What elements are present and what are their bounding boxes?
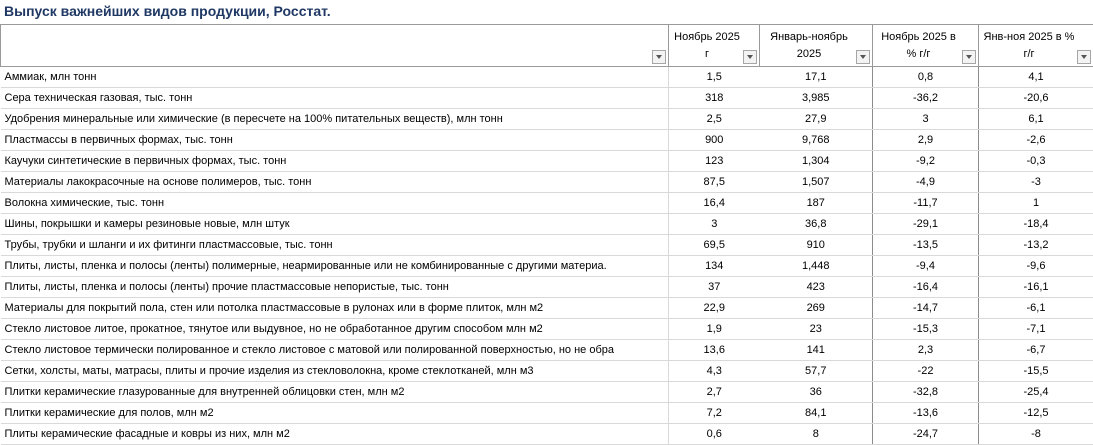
jan-nov-yoy-cell[interactable]: 6,1 — [979, 109, 1093, 130]
jan-nov-2025-cell[interactable]: 1,507 — [760, 172, 873, 193]
jan-nov-yoy-cell[interactable]: -0,3 — [979, 151, 1093, 172]
jan-nov-yoy-cell[interactable]: -25,4 — [979, 382, 1093, 403]
jan-nov-2025-cell[interactable]: 1,304 — [760, 151, 873, 172]
header-row — [1, 25, 1093, 67]
filter-dropdown-icon[interactable] — [962, 50, 976, 64]
jan-nov-2025-cell[interactable]: 27,9 — [760, 109, 873, 130]
nov-2025-cell[interactable]: 16,4 — [669, 193, 760, 214]
nov-yoy-cell[interactable]: -9,4 — [873, 256, 979, 277]
nov-2025-cell[interactable]: 2,5 — [669, 109, 760, 130]
nov-yoy-cell[interactable]: -13,6 — [873, 403, 979, 424]
filter-dropdown-icon[interactable] — [743, 50, 757, 64]
table-row — [1, 214, 1093, 235]
header-nov-yoy: Ноябрь 2025 в % г/г — [873, 25, 979, 67]
product-name-cell[interactable]: Сетки, холсты, маты, матрасы, плиты и прочие изделия из стекловолокна, кроме стеклотканей, млн м3 — [1, 361, 669, 382]
production-table — [0, 24, 1093, 445]
jan-nov-yoy-cell[interactable]: -6,1 — [979, 298, 1093, 319]
product-name-cell[interactable]: Стекло листовое термически полированное и стекло листовое с матовой или полированной поверхностью, но не обра — [1, 340, 669, 361]
nov-2025-cell[interactable]: 2,7 — [669, 382, 760, 403]
jan-nov-2025-cell[interactable]: 3,985 — [760, 88, 873, 109]
product-name-cell[interactable]: Плиты, листы, пленка и полосы (ленты) прочие пластмассовые непористые, тыс. тонн — [1, 277, 669, 298]
nov-yoy-cell[interactable]: -13,5 — [873, 235, 979, 256]
jan-nov-2025-cell[interactable]: 187 — [760, 193, 873, 214]
nov-2025-cell[interactable]: 13,6 — [669, 340, 760, 361]
product-name-cell[interactable]: Каучуки синтетические в первичных формах, тыс. тонн — [1, 151, 669, 172]
jan-nov-yoy-cell[interactable]: -16,1 — [979, 277, 1093, 298]
jan-nov-2025-cell[interactable]: 9,768 — [760, 130, 873, 151]
jan-nov-yoy-cell[interactable]: -18,4 — [979, 214, 1093, 235]
nov-yoy-cell[interactable]: -11,7 — [873, 193, 979, 214]
jan-nov-2025-cell[interactable]: 423 — [760, 277, 873, 298]
table-row — [1, 424, 1093, 445]
jan-nov-2025-cell[interactable]: 57,7 — [760, 361, 873, 382]
nov-2025-cell[interactable]: 318 — [669, 88, 760, 109]
nov-2025-cell[interactable]: 3 — [669, 214, 760, 235]
nov-yoy-cell[interactable]: 3 — [873, 109, 979, 130]
product-name-cell[interactable]: Трубы, трубки и шланги и их фитинги пластмассовые, тыс. тонн — [1, 235, 669, 256]
table-row — [1, 109, 1093, 130]
nov-yoy-cell[interactable]: 2,9 — [873, 130, 979, 151]
jan-nov-yoy-cell[interactable]: -9,6 — [979, 256, 1093, 277]
nov-yoy-cell[interactable]: -24,7 — [873, 424, 979, 445]
nov-yoy-cell[interactable]: -16,4 — [873, 277, 979, 298]
table-row — [1, 403, 1093, 424]
nov-2025-cell[interactable]: 134 — [669, 256, 760, 277]
filter-dropdown-icon[interactable] — [652, 50, 666, 64]
table-row — [1, 67, 1093, 88]
jan-nov-yoy-cell[interactable]: -20,6 — [979, 88, 1093, 109]
filter-dropdown-icon[interactable] — [1077, 50, 1091, 64]
product-name-cell[interactable]: Удобрения минеральные или химические (в пересчете на 100% питательных веществ), млн тонн — [1, 109, 669, 130]
header-product — [1, 25, 669, 67]
jan-nov-2025-cell[interactable]: 269 — [760, 298, 873, 319]
table-row — [1, 340, 1093, 361]
table-body — [1, 67, 1093, 445]
nov-2025-cell[interactable]: 1,5 — [669, 67, 760, 88]
table-row — [1, 256, 1093, 277]
nov-yoy-cell[interactable]: -9,2 — [873, 151, 979, 172]
table-row — [1, 235, 1093, 256]
jan-nov-yoy-cell[interactable]: -8 — [979, 424, 1093, 445]
filter-dropdown-icon[interactable] — [856, 50, 870, 64]
jan-nov-2025-cell[interactable]: 36,8 — [760, 214, 873, 235]
product-name-cell[interactable]: Стекло листовое литое, прокатное, тянутое или выдувное, но не обработанное другим способом млн м2 — [1, 319, 669, 340]
jan-nov-2025-cell[interactable]: 36 — [760, 382, 873, 403]
jan-nov-yoy-cell[interactable]: -2,6 — [979, 130, 1093, 151]
nov-2025-cell[interactable]: 69,5 — [669, 235, 760, 256]
product-name-cell[interactable]: Пластмассы в первичных формах, тыс. тонн — [1, 130, 669, 151]
table-row — [1, 88, 1093, 109]
table-row — [1, 277, 1093, 298]
jan-nov-2025-cell[interactable]: 910 — [760, 235, 873, 256]
nov-yoy-cell[interactable]: 0,8 — [873, 67, 979, 88]
nov-2025-cell[interactable]: 123 — [669, 151, 760, 172]
header-jan-nov-2025: Январь-ноябрь 2025 — [760, 25, 873, 67]
nov-2025-cell[interactable]: 22,9 — [669, 298, 760, 319]
product-name-cell[interactable]: Материалы для покрытий пола, стен или потолка пластмассовые в рулонах или в форме плиток, млн м2 — [1, 298, 669, 319]
product-name-cell[interactable]: Аммиак, млн тонн — [1, 67, 669, 88]
table-row — [1, 361, 1093, 382]
table-row — [1, 172, 1093, 193]
jan-nov-yoy-cell[interactable]: -3 — [979, 172, 1093, 193]
header-nov-2025: Ноябрь 2025 г — [669, 25, 760, 67]
nov-yoy-cell[interactable]: -29,1 — [873, 214, 979, 235]
table-row — [1, 382, 1093, 403]
product-name-cell[interactable]: Плитки керамические для полов, млн м2 — [1, 403, 669, 424]
header-jan-nov-yoy: Янв-ноя 2025 в % г/г — [979, 25, 1093, 67]
jan-nov-2025-cell[interactable]: 84,1 — [760, 403, 873, 424]
table-row — [1, 319, 1093, 340]
nov-2025-cell[interactable]: 7,2 — [669, 403, 760, 424]
nov-2025-cell[interactable]: 37 — [669, 277, 760, 298]
table-row — [1, 151, 1093, 172]
product-name-cell[interactable]: Волокна химические, тыс. тонн — [1, 193, 669, 214]
nov-yoy-cell[interactable]: -14,7 — [873, 298, 979, 319]
table-row — [1, 130, 1093, 151]
nov-yoy-cell[interactable]: -32,8 — [873, 382, 979, 403]
jan-nov-yoy-cell[interactable]: -13,2 — [979, 235, 1093, 256]
nov-2025-cell[interactable]: 1,9 — [669, 319, 760, 340]
jan-nov-2025-cell[interactable]: 1,448 — [760, 256, 873, 277]
nov-yoy-cell[interactable]: 2,3 — [873, 340, 979, 361]
nov-yoy-cell[interactable]: -36,2 — [873, 88, 979, 109]
jan-nov-yoy-cell[interactable]: -7,1 — [979, 319, 1093, 340]
jan-nov-yoy-cell[interactable]: -6,7 — [979, 340, 1093, 361]
sheet-title: Выпуск важнейших видов продукции, Росстат. — [4, 3, 331, 19]
nov-2025-cell[interactable]: 900 — [669, 130, 760, 151]
nov-2025-cell[interactable]: 4,3 — [669, 361, 760, 382]
nov-yoy-cell[interactable]: -15,3 — [873, 319, 979, 340]
product-name-cell[interactable]: Сера техническая газовая, тыс. тонн — [1, 88, 669, 109]
jan-nov-yoy-cell[interactable]: 1 — [979, 193, 1093, 214]
jan-nov-2025-cell[interactable]: 141 — [760, 340, 873, 361]
sheet-title-bar — [0, 0, 1093, 24]
nov-2025-cell[interactable]: 87,5 — [669, 172, 760, 193]
table-row — [1, 298, 1093, 319]
table-row — [1, 193, 1093, 214]
jan-nov-yoy-cell[interactable]: 4,1 — [979, 67, 1093, 88]
jan-nov-2025-cell[interactable]: 23 — [760, 319, 873, 340]
nov-yoy-cell[interactable]: -22 — [873, 361, 979, 382]
product-name-cell[interactable]: Материалы лакокрасочные на основе полимеров, тыс. тонн — [1, 172, 669, 193]
product-name-cell[interactable]: Плитки керамические глазурованные для внутренней облицовки стен, млн м2 — [1, 382, 669, 403]
nov-2025-cell[interactable]: 0,6 — [669, 424, 760, 445]
jan-nov-yoy-cell[interactable]: -12,5 — [979, 403, 1093, 424]
jan-nov-yoy-cell[interactable]: -15,5 — [979, 361, 1093, 382]
product-name-cell[interactable]: Плиты керамические фасадные и ковры из них, млн м2 — [1, 424, 669, 445]
nov-yoy-cell[interactable]: -4,9 — [873, 172, 979, 193]
product-name-cell[interactable]: Плиты, листы, пленка и полосы (ленты) полимерные, неармированные или не комбинированные с другими материа. — [1, 256, 669, 277]
jan-nov-2025-cell[interactable]: 17,1 — [760, 67, 873, 88]
jan-nov-2025-cell[interactable]: 8 — [760, 424, 873, 445]
product-name-cell[interactable]: Шины, покрышки и камеры резиновые новые, млн штук — [1, 214, 669, 235]
